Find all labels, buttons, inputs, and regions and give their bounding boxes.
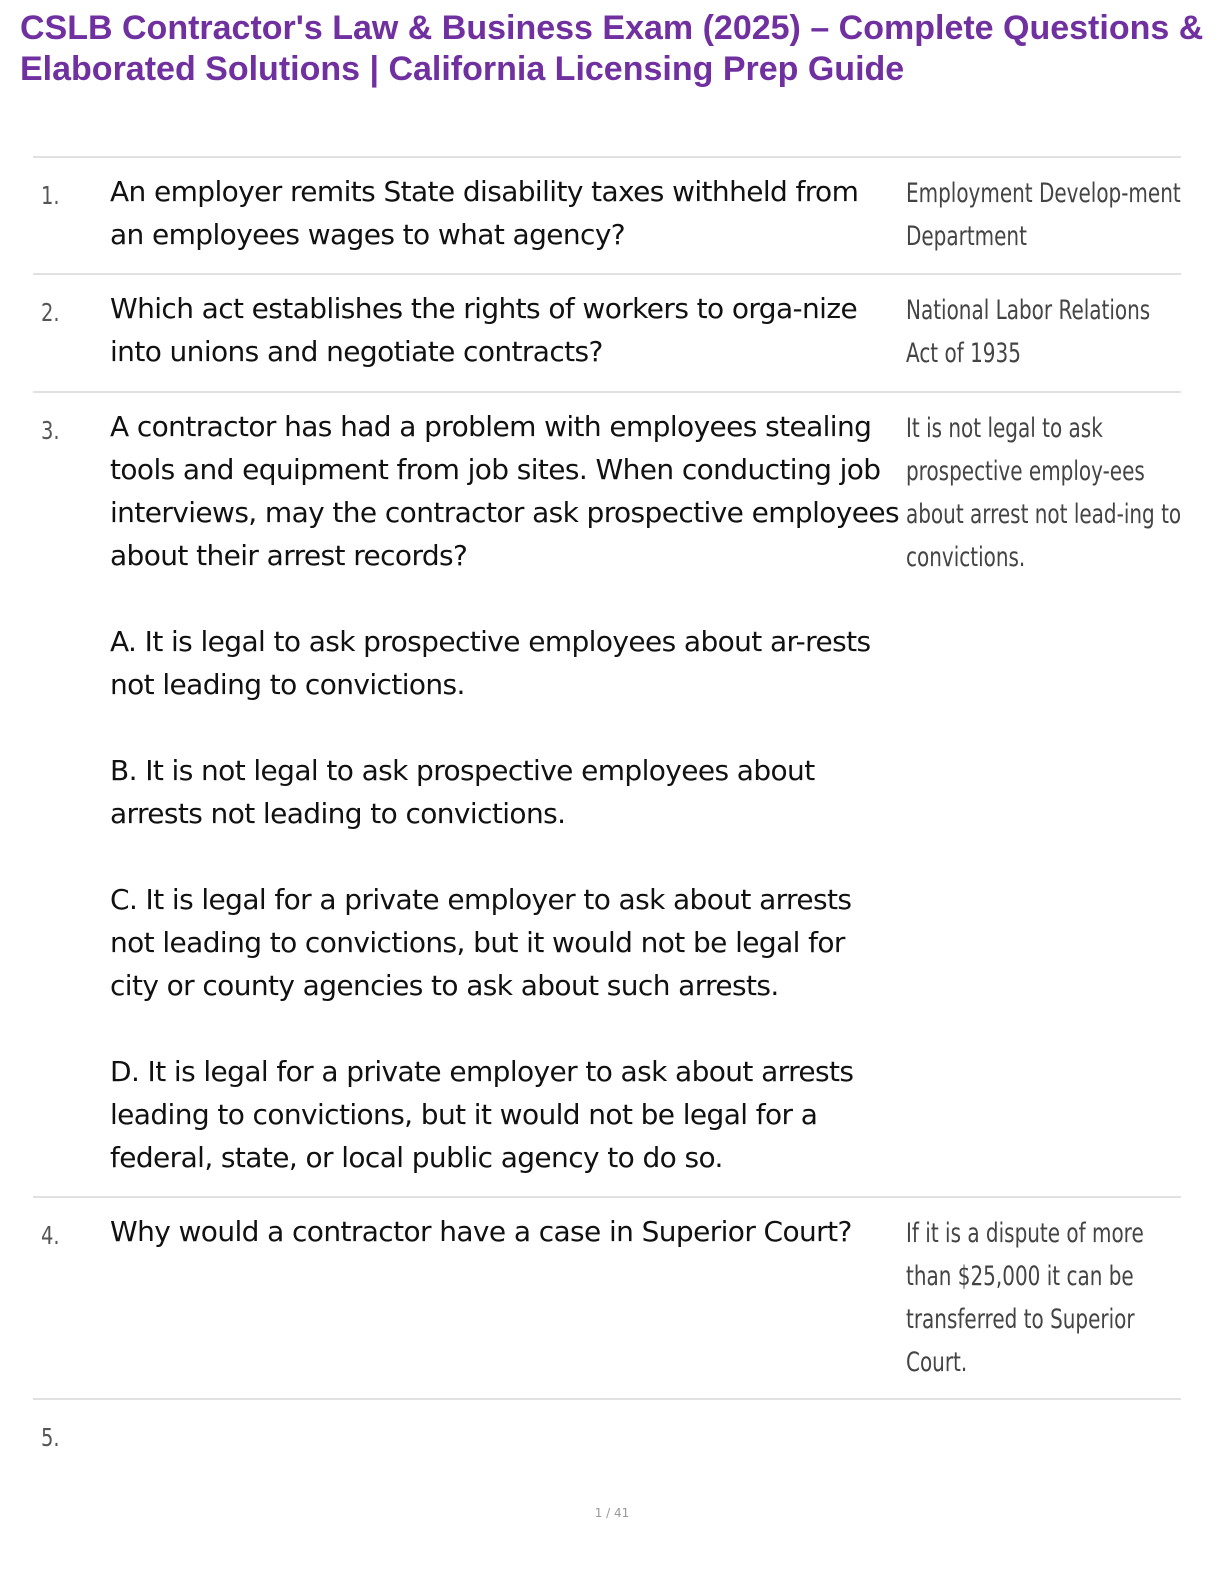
table-row <box>33 391 1181 1196</box>
question-number: 4. <box>41 1221 60 1250</box>
page-indicator: 1 / 41 <box>594 1506 630 1520</box>
answer-choice-d: D. It is legal for a private employer to ask about arrests leading to convictions, but it would not be legal for a federal, state, or local public agency to do so. <box>110 1055 854 1174</box>
answer-choice-c: C. It is legal for a private employer to ask about arrests not leading to convictions, but it would not be legal for city or county agencies to ask about such arrests. <box>110 883 852 1002</box>
answer-choice-b: B. It is not legal to ask prospective employees about arrests not leading to convictions. <box>110 754 815 830</box>
question-text: Which act establishes the rights of workers to orga-nize into unions and negotiate contracts? <box>110 292 858 368</box>
question-number: 1. <box>41 181 60 210</box>
table-row <box>33 1400 1181 1480</box>
table-row <box>33 1196 1181 1400</box>
answer-choice-a: A. It is legal to ask prospective employees about ar-rests not leading to convictions. <box>110 625 871 701</box>
answer-text: It is not legal to ask prospective employ-ees about arrest not lead-ing to convictions. <box>906 413 1182 573</box>
document-title: CSLB Contractor's Law & Business Exam (2025) – Complete Questions & Elaborated Solutions | California Licensing Prep Guide <box>20 9 1204 88</box>
question-number: 5. <box>41 1423 60 1452</box>
question-number: 2. <box>41 298 60 327</box>
answer-text: National Labor Relations Act of 1935 <box>906 295 1151 369</box>
table-row <box>33 156 1181 273</box>
answer-text: If it is a dispute of more than $25,000 it can be transferred to Superior Court. <box>906 1218 1144 1378</box>
table-row <box>33 273 1181 391</box>
answer-text: Employment Develop-ment Department <box>906 178 1181 252</box>
question-text: Why would a contractor have a case in Superior Court? <box>110 1215 852 1248</box>
question-text: An employer remits State disability taxes withheld from an employees wages to what agency? <box>110 175 859 251</box>
question-number: 3. <box>41 416 60 445</box>
qa-table <box>33 156 1181 1480</box>
question-text: A contractor has had a problem with employees stealing tools and equipment from job sites. When conducting job interviews, may the contractor ask prospective employees about their arrest records? A. It is legal to ask prospective employees about ar-rests not leading to convictions. B. It is not legal to ask prospective employees about arrests not leading to convictions. C. It is legal for a private employer to ask about arrests not leading to convictions, but it would not be legal for city or county agencies to ask about such arrests. D. It is legal for a private employer to ask about arrests leading to convictions, but it would not be legal for a federal, state, or local public agency to do so. <box>110 405 900 1179</box>
